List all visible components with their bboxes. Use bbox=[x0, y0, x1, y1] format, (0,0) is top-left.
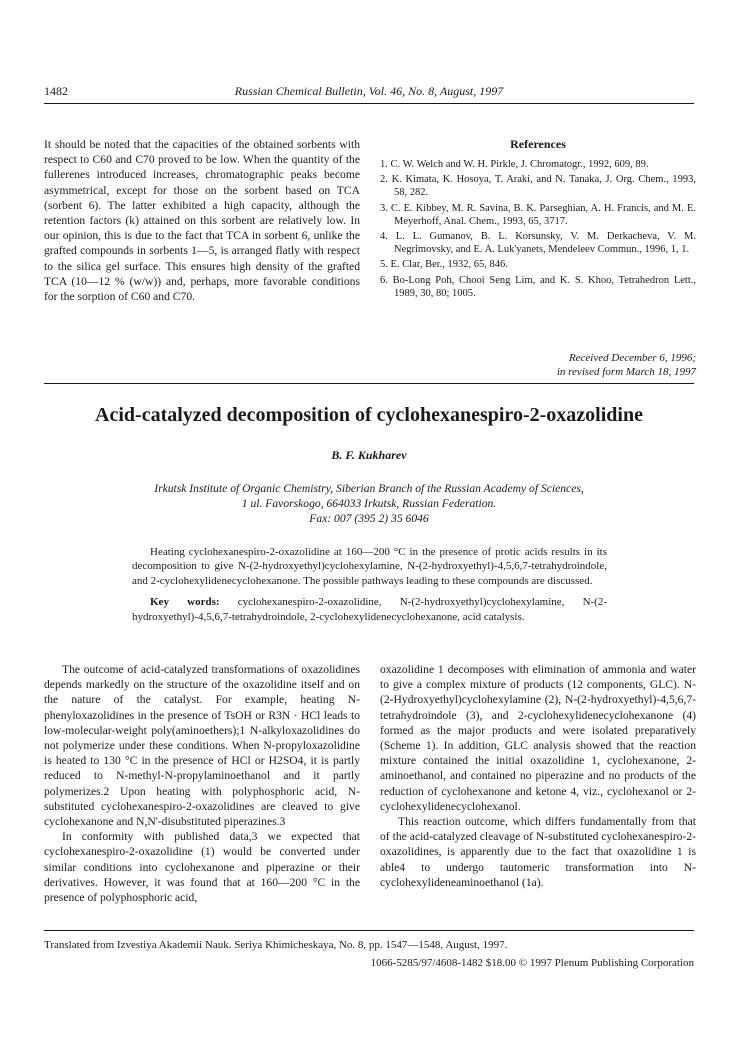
reference-item: 4. L. L. Gumanov, B. L. Korsunsky, V. M. Derkacheva, V. M. Negrimovsky, and E. A. Luk'yanets, Mendeleev Commun., 1996, 1, 1. bbox=[380, 231, 696, 256]
references-section bbox=[380, 137, 696, 302]
previous-article-conclusion bbox=[44, 137, 360, 304]
reference-item: 1. C. W. Welch and W. H. Pirkle, J. Chromatogr., 1992, 609, 89. bbox=[380, 159, 649, 170]
references-list bbox=[380, 158, 696, 300]
keywords-text: cyclohexanespiro-2-oxazolidine, N-(2-hydroxyethyl)cyclohexylamine, N-(2-hydroxyethyl)-4,5,6,7-tetrahydroindole, 2-cyclohexylidenecyclohexanone, acid catalysis. bbox=[132, 596, 608, 623]
body-paragraph: This reaction outcome, which differs fundamentally from that of the acid-catalyzed cleavage of N-substituted cyclohexanespiro-2-oxazolidines, is apparently due to the fact that oxazolidine 1 is able4 to undergo tautomeric transformation into N-cyclohexylideneaminoethanol (1a). bbox=[380, 815, 696, 889]
reference-item: 5. E. Clar, Ber., 1932, 65, 846. bbox=[380, 259, 508, 271]
body-paragraph: The outcome of acid-catalyzed transformations of oxazolidines depends markedly on the structure of the oxazolidine itself and on the nature of the catalyst. For example, heating N-phenyloxazolidines in the presence of TsOH or R3N · HCl leads to low-molecular-weight poly(aminoethers);1 N-alkyloxazolidines do not polymerize under these conditions. When N-propyloxazolidine is heated to 130 °C in the presence of HCl or H2SO4, it is partly reduced to N-methyl-N-propylaminoethanol and it partly polymerizes.2 Upon heating with polyphosphoric acid, N-substituted cyclohexanespiro-2-oxazolidines are cleaved to give cyclohexanone and N,N'-disubstituted piperazines.3 bbox=[44, 663, 360, 829]
received-dates bbox=[380, 351, 696, 379]
keywords-line bbox=[132, 595, 607, 624]
body-left-column bbox=[44, 662, 360, 905]
footer-rule bbox=[44, 930, 694, 931]
references-heading: References bbox=[510, 137, 566, 151]
article-title: Acid-catalyzed decomposition of cyclohexanespiro-2-oxazolidine bbox=[95, 404, 643, 426]
affiliation-line: Fax: 007 (395 2) 35 6046 bbox=[309, 512, 429, 525]
reference-item: 3. C. E. Kibbey, M. R. Savina, B. K. Parseghian, A. H. Francis, and M. E. Meyerhoff, Anal. Chem., 1993, 65, 3717. bbox=[380, 202, 696, 227]
author-affiliation bbox=[44, 481, 694, 526]
page-number: 1482 bbox=[44, 84, 68, 98]
header-rule bbox=[44, 103, 694, 104]
article-separator-rule bbox=[44, 383, 694, 384]
footer bbox=[44, 938, 694, 971]
body-paragraph: oxazolidine 1 decomposes with elimination of ammonia and water to give a complex mixture of products (12 components, GLC). N-(2-Hydroxyethyl)cyclohexylamine (2), N-(2-hydroxyethyl)-4,5,6,7-tetrahydroindole (3), and 2-cyclohexylidenecyclohexanone (4) formed as the major products and were isolated preparatively (Scheme 1). In addition, GLC analysis showed that the reaction mixture contained the initial oxazolidine 1, cyclohexanone, 2-aminoethanol, and contained no piperazine and no products of the reduction of cyclohexanone and ketone 4, viz., cyclohexanol or 2-cyclohexylidenecyclohexanol. bbox=[380, 663, 696, 813]
reference-item: 6. Bo-Long Poh, Chooi Seng Lim, and K. S. Khoo, Tetrahedron Lett., 1989, 30, 80; 1005. bbox=[380, 274, 696, 299]
abstract-text: Heating cyclohexanespiro-2-oxazolidine at 160—200 °C in the presence of protic acids results in its decomposition to give N-(2-hydroxyethyl)cyclohexylamine, N-(2-hydroxyethyl)-4,5,6,7-tetrahydroindole, and 2-cyclohexylidenecyclohexanone. The possible pathways leading to these compounds are discussed. bbox=[132, 546, 607, 587]
abstract-block bbox=[132, 545, 607, 624]
affiliation-line: 1 ul. Favorskogo, 664033 Irkutsk, Russian Federation. bbox=[241, 497, 497, 510]
article-author: B. F. Kukharev bbox=[331, 448, 407, 462]
received-date: Received December 6, 1996; bbox=[568, 352, 696, 364]
journal-citation: Russian Chemical Bulletin, Vol. 46, No. 8, August, 1997 bbox=[234, 84, 504, 98]
affiliation-line: Irkutsk Institute of Organic Chemistry, Siberian Branch of the Russian Academy of Sciences, bbox=[154, 482, 584, 495]
running-header bbox=[44, 84, 694, 104]
body-right-column bbox=[380, 662, 696, 890]
conclusion-paragraph: It should be noted that the capacities of the obtained sorbents with respect to C60 and C70 proved to be low. When the quantity of the fullerenes introduced increases, chromatographic peaks become asymmetrical, except for those on the sorbent based on TCA (sorbent 6). The latter exhibited a high capacity, although the retention factors (k) attained on this sorbent are relatively low. In our opinion, this is due to the fact that TCA in sorbent 6, unlike the grafted compounds in sorbents 1—5, is arranged flatly with respect to the silica gel surface. This ensures high density of the grafted TCA (10—12 % (w/w)) and, perhaps, more favorable conditions for the sorption of C60 and C70. bbox=[44, 138, 360, 304]
keywords-label: Key words: bbox=[150, 596, 220, 609]
reference-item: 2. K. Kimata, K. Hosoya, T. Araki, and N. Tanaka, J. Org. Chem., 1993, 58, 282. bbox=[380, 174, 696, 199]
copyright-line: 1066-5285/97/4608-1482 $18.00 © 1997 Plenum Publishing Corporation bbox=[370, 957, 694, 969]
body-paragraph: In conformity with published data,3 we expected that cyclohexanespiro-2-oxazolidine (1) would be converted under similar conditions into cyclohexanone and piperazine or their derivatives. However, it was found that at 160—200 °C in the presence of polyphosphoric acid, bbox=[44, 830, 360, 905]
translation-note: Translated from Izvestiya Akademii Nauk. Seriya Khimicheskaya, No. 8, pp. 1547—1548, August, 1997. bbox=[44, 939, 508, 951]
revised-date: in revised form March 18, 1997 bbox=[556, 366, 696, 378]
